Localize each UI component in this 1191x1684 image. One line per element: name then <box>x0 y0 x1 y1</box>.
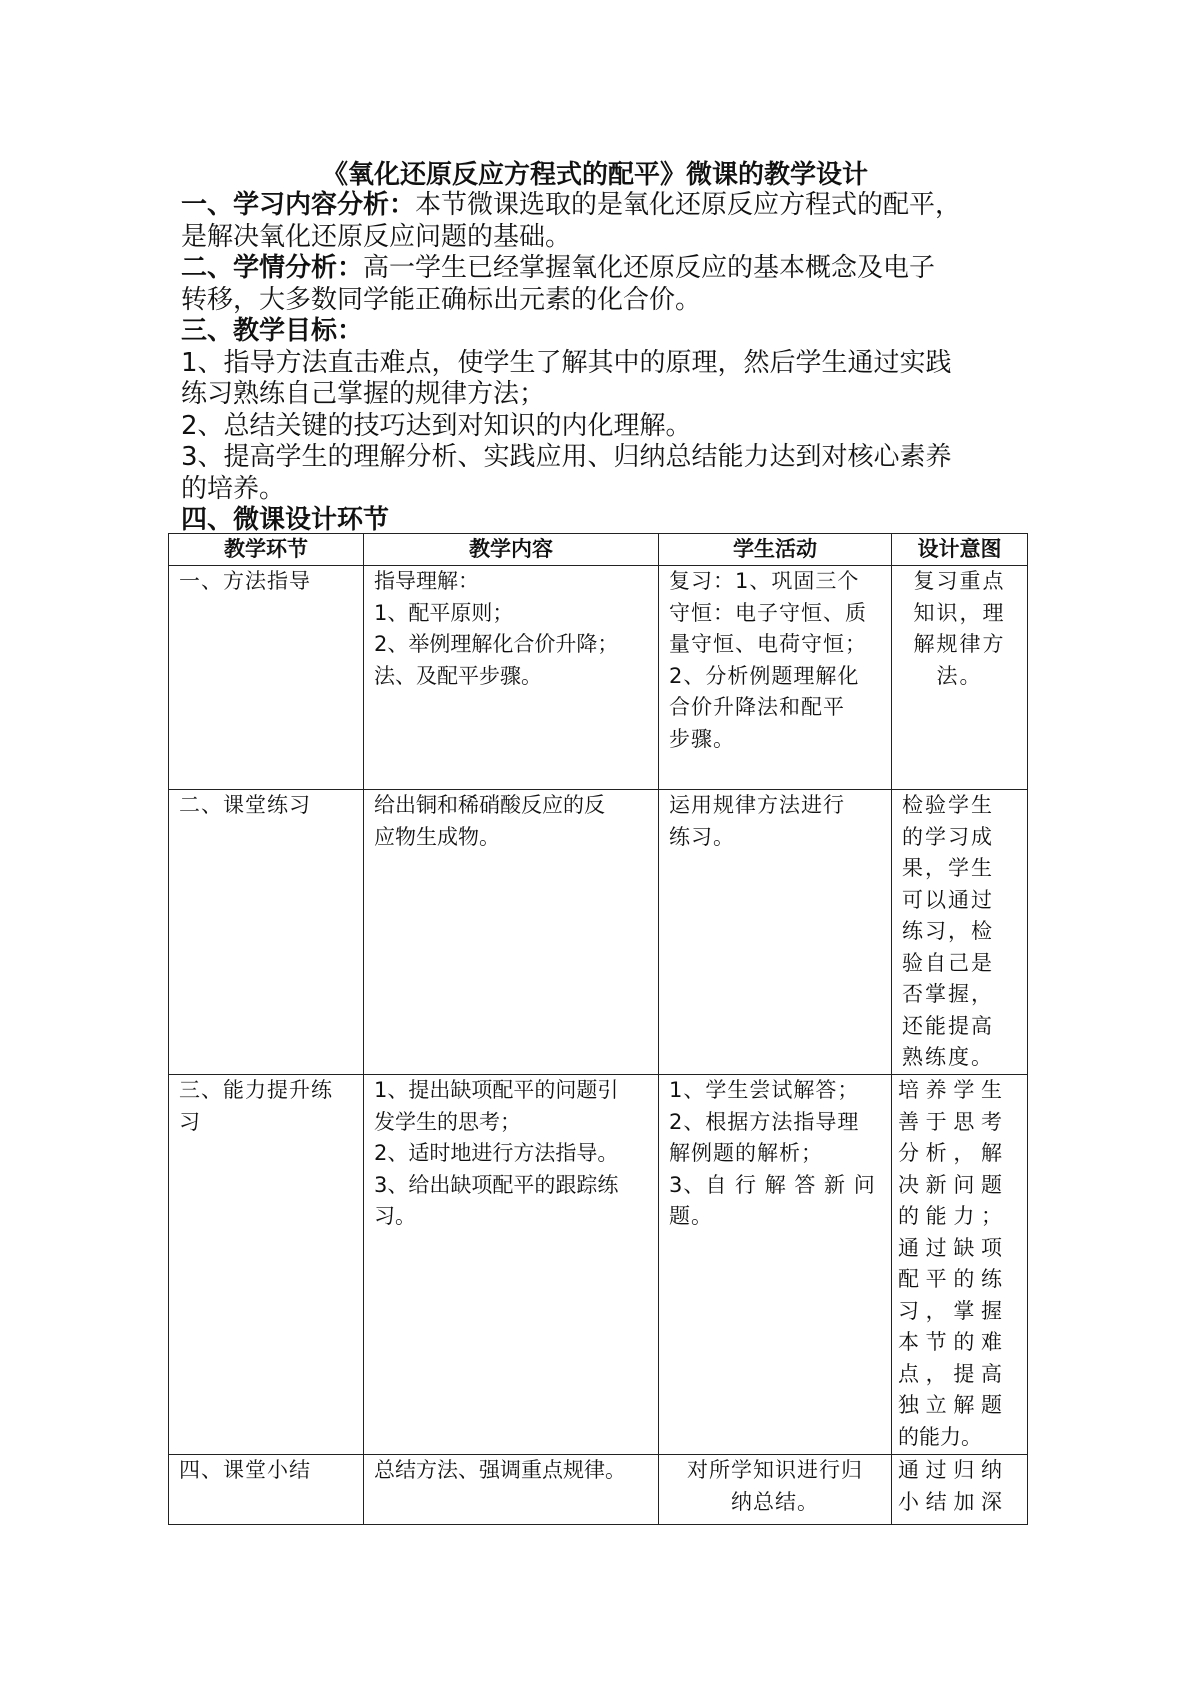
intent-line: 否掌握， <box>902 982 994 1006</box>
column-header-stage: 教学环节 <box>169 534 364 566</box>
intent-cell <box>892 1455 1028 1525</box>
intent-line: 习 ， 掌 握 <box>898 1298 1003 1323</box>
column-header-intent: 设计意图 <box>892 534 1028 566</box>
section-text: 是解决氧化还原反应问题的基础。 <box>181 221 572 252</box>
intent-line: 分 析 ， 解 <box>898 1141 1003 1165</box>
intent-line: 决 新 问 题 <box>898 1172 1003 1197</box>
intent-line: 善 于 思 考 <box>898 1109 1003 1134</box>
section-heading: 一、学习内容分析： <box>181 190 416 220</box>
activity-line: 题。 <box>669 1204 713 1228</box>
content-line: 法、及配平步骤。 <box>374 663 542 688</box>
intent-line: 的能力。 <box>898 1424 982 1449</box>
activity-line: 合价升降法和配平 <box>669 695 845 719</box>
intent-cell <box>892 566 1028 790</box>
intent-line: 点 ， 提 高 <box>898 1361 1003 1386</box>
table-row <box>169 1075 1028 1455</box>
intent-line: 本 节 的 难 <box>898 1330 1003 1354</box>
objective-line: 的培养。 <box>181 473 286 504</box>
intent-line: 检验学生 <box>902 793 994 817</box>
intent-cell <box>892 790 1028 1075</box>
activity-line: 2、根据方法指导理 <box>669 1109 860 1134</box>
document-title: 《氧化还原反应方程式的配平》微课的教学设计 <box>321 160 868 190</box>
objective-line: 3、提高学生的理解分析、实践应用、归纳总结能力达到对核心素养 <box>181 442 952 472</box>
activity-line: 对所学知识进行归 <box>687 1458 863 1482</box>
intent-line: 通 过 归 纳 <box>898 1458 1003 1482</box>
objective-line: 2、总结关键的技巧达到对知识的内化理解。 <box>181 410 692 441</box>
intent-line: 解规律方 <box>913 632 1006 656</box>
section-heading: 二、学情分析： <box>181 253 364 283</box>
content-cell <box>364 790 659 1075</box>
intent-line: 培 养 学 生 <box>898 1078 1003 1102</box>
activity-line: 1、学生尝试解答； <box>669 1078 860 1102</box>
stage-cell <box>169 790 364 1075</box>
document-body <box>181 190 1041 537</box>
stage-cell <box>169 1455 364 1525</box>
stage-text: 一、方法指导 <box>179 569 311 593</box>
content-line: 指导理解： <box>374 569 479 593</box>
intent-line: 独 立 解 题 <box>898 1393 1003 1417</box>
activity-line: 复习：1、巩固三个 <box>669 569 860 593</box>
activity-cell <box>659 566 892 790</box>
stage-cell <box>169 1075 364 1455</box>
intent-line: 通 过 缺 项 <box>898 1235 1003 1260</box>
content-line: 发学生的思考； <box>374 1109 521 1134</box>
column-header-activity: 学生活动 <box>659 534 892 566</box>
table-header-row <box>169 534 1028 566</box>
activity-line: 练习。 <box>669 824 735 849</box>
activity-line: 守恒：电子守恒、质 <box>669 600 867 625</box>
table-heading: 四、微课设计环节 <box>181 505 390 535</box>
activity-cell <box>659 1455 892 1525</box>
section-text: 本节微课选取的是氧化还原反应方程式的配平， <box>415 190 962 220</box>
activity-line: 3、自 行 解 答 新 问 <box>669 1172 876 1197</box>
content-line: 2、适时地进行方法指导。 <box>374 1141 619 1165</box>
intent-line: 可以通过 <box>902 887 994 912</box>
content-line: 给出铜和稀硝酸反应的反 <box>374 793 605 817</box>
stage-text: 二、课堂练习 <box>179 793 311 817</box>
intent-line: 果，学生 <box>902 856 994 880</box>
intent-line: 的学习成 <box>902 824 994 849</box>
stage-text: 三、能力提升练 <box>179 1078 333 1102</box>
stage-text: 四、课堂小结 <box>179 1458 311 1482</box>
activity-cell <box>659 1075 892 1455</box>
activity-line: 步骤。 <box>669 726 735 751</box>
intent-line: 熟练度。 <box>902 1045 994 1069</box>
intent-line: 配 平 的 练 <box>898 1267 1003 1291</box>
section-content-analysis <box>181 190 1041 222</box>
table-row <box>169 566 1028 790</box>
content-line: 2、举例理解化合价升降； <box>374 632 619 656</box>
table-row <box>169 1455 1028 1525</box>
intent-line: 小 结 加 深 <box>898 1489 1003 1514</box>
intent-line: 知识，理 <box>913 600 1006 625</box>
section-heading-objectives: 三、教学目标： <box>181 316 364 346</box>
content-line: 1、配平原则； <box>374 600 514 625</box>
table-row <box>169 790 1028 1075</box>
column-header-content: 教学内容 <box>364 534 659 566</box>
intent-line: 练习，检 <box>902 919 994 943</box>
activity-line: 量守恒、电荷守恒； <box>669 632 867 656</box>
section-text: 高一学生已经掌握氧化还原反应的基本概念及电子 <box>363 253 936 283</box>
objective-line: 练习熟练自己掌握的规律方法； <box>181 379 546 409</box>
objective-line: 1、指导方法直击难点，使学生了解其中的原理，然后学生通过实践 <box>181 347 952 378</box>
section-learner-analysis <box>181 253 1041 285</box>
activity-line: 解例题的解析； <box>669 1141 823 1165</box>
content-line: 应物生成物。 <box>374 824 500 849</box>
stage-cell <box>169 566 364 790</box>
design-table <box>168 533 1028 1525</box>
intent-line: 验自己是 <box>902 950 994 975</box>
content-cell <box>364 1455 659 1525</box>
intent-cell <box>892 1075 1028 1455</box>
section-text: 转移，大多数同学能正确标出元素的化合价。 <box>181 284 702 315</box>
stage-text: 习 <box>179 1109 201 1134</box>
content-cell <box>364 566 659 790</box>
content-line: 总结方法、强调重点规律。 <box>374 1458 626 1482</box>
intent-line: 的 能 力 ； <box>898 1204 1003 1228</box>
intent-line: 复习重点 <box>913 569 1006 593</box>
content-line: 1、提出缺项配平的问题引 <box>374 1078 619 1102</box>
activity-line: 2、分析例题理解化 <box>669 663 860 688</box>
content-line: 习。 <box>374 1204 416 1228</box>
intent-line: 法。 <box>936 663 983 688</box>
content-cell <box>364 1075 659 1455</box>
activity-line: 运用规律方法进行 <box>669 793 845 817</box>
activity-cell <box>659 790 892 1075</box>
content-line: 3、给出缺项配平的跟踪练 <box>374 1172 619 1197</box>
intent-line: 还能提高 <box>902 1013 994 1038</box>
activity-line: 纳总结。 <box>731 1489 819 1514</box>
